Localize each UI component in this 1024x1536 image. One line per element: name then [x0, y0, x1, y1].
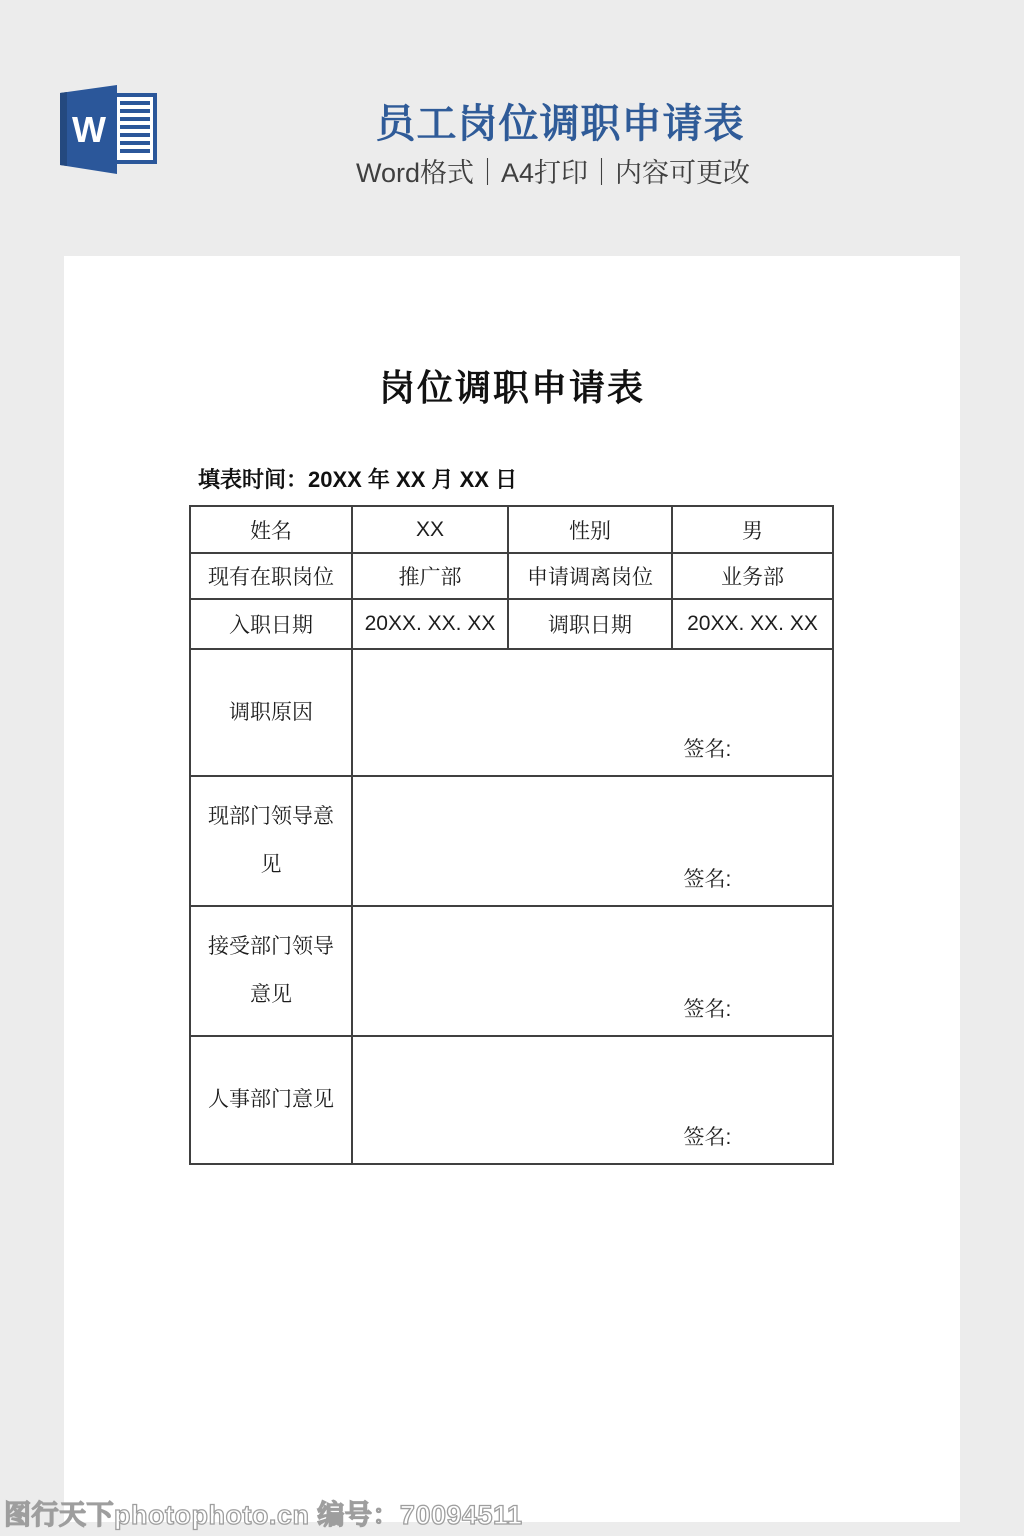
field-label-cell: 现有在职岗位 [190, 553, 352, 599]
opinion-content-cell [352, 1036, 833, 1164]
opinion-content-cell [352, 776, 833, 906]
table-row-dates [190, 599, 833, 649]
word-cover-spine [60, 92, 67, 166]
field-label-cell: 姓名 [190, 506, 352, 553]
field-label-cell: 入职日期 [190, 599, 352, 649]
opinion-label-cell: 现部门领导意见 [190, 776, 352, 906]
table-row-current-dept-opinion [190, 776, 833, 906]
fill-time-label: 填表时间：20XX 年 XX 月 XX 日 [198, 467, 518, 492]
table-row-name-gender [190, 506, 833, 553]
field-value-cell: 20XX. XX. XX [352, 599, 508, 649]
table-row-transfer-reason [190, 649, 833, 776]
field-label-cell: 调职日期 [508, 599, 672, 649]
transfer-form-table [189, 505, 834, 1165]
word-letter: W [72, 109, 106, 150]
signature-label: 签名: [683, 738, 732, 761]
table-row-receiving-dept-opinion [190, 906, 833, 1036]
opinion-content-cell [352, 649, 833, 776]
field-value-cell: 推广部 [352, 553, 508, 599]
opinion-content-cell [352, 906, 833, 1036]
site-watermark: 图行天下photophoto.cn 编号：70094511 [4, 1500, 523, 1530]
field-label-cell: 申请调离岗位 [508, 553, 672, 599]
opinion-label-cell: 接受部门领导意见 [190, 906, 352, 1036]
opinion-label-cell: 调职原因 [190, 649, 352, 776]
table-row-hr-dept-opinion [190, 1036, 833, 1164]
signature-label: 签名: [683, 998, 732, 1021]
field-value-cell: XX [352, 506, 508, 553]
signature-label: 签名: [683, 868, 732, 891]
word-icon [60, 84, 158, 175]
table-row-positions [190, 553, 833, 599]
field-value-cell: 业务部 [672, 553, 833, 599]
template-title: 员工岗位调职申请表 [375, 102, 745, 146]
field-value-cell: 20XX. XX. XX [672, 599, 833, 649]
signature-label: 签名: [683, 1126, 732, 1149]
word-document-sheet [114, 95, 155, 162]
form-title: 岗位调职申请表 [378, 367, 645, 408]
template-subtitle: Word格式｜A4打印｜内容可更改 [355, 158, 751, 188]
field-value-cell: 男 [672, 506, 833, 553]
opinion-label-cell: 人事部门意见 [190, 1036, 352, 1164]
field-label-cell: 性别 [508, 506, 672, 553]
